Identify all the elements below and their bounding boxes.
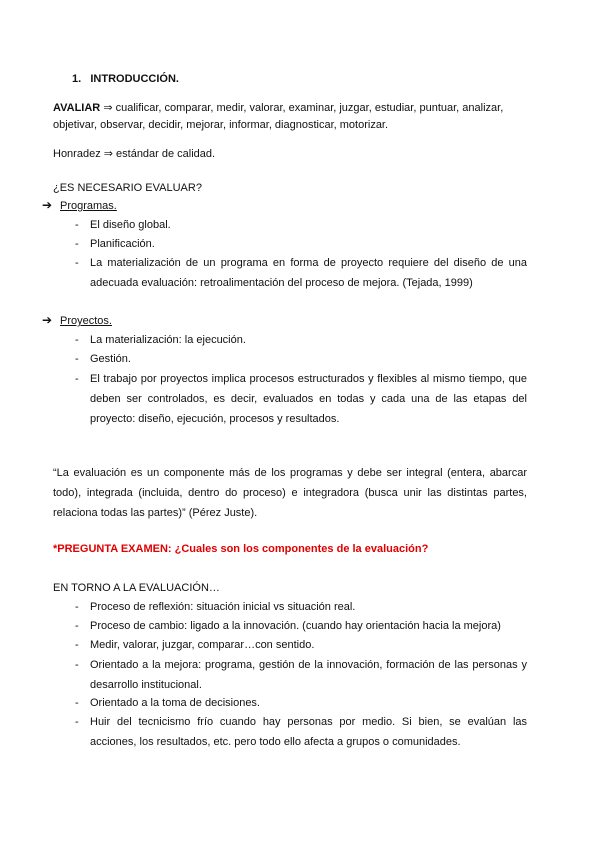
avaliar-synonyms-1: cualificar, comparar, medir, valorar, examinar, juzgar, estudiar, puntuar, analizar, bbox=[112, 102, 504, 114]
list-dash: - bbox=[75, 620, 79, 632]
entorno-item-1: Proceso de reflexión: situación inicial vs situación real. bbox=[90, 601, 356, 613]
entorno-item-4: Orientado a la mejora: programa, gestión de la innovación, formación de las personas y desarrollo institucional. bbox=[90, 659, 527, 691]
list-dash: - bbox=[75, 238, 79, 250]
avaliar-term: AVALIAR bbox=[53, 102, 101, 114]
implies-arrow: ⇒ bbox=[103, 102, 113, 114]
list-dash: - bbox=[75, 334, 79, 346]
question-evaluar: ¿ES NECESARIO EVALUAR? bbox=[53, 182, 202, 194]
quote-paragraph: “La evaluación es un componente más de los programas y debe ser integral (entera, abarcar todo), integrada (incluida, dentro do proceso) e integradora (busca unir las distintas partes, relaciona todas las partes)” (Pérez Juste). bbox=[53, 467, 527, 519]
avaliar-line-1 bbox=[53, 101, 528, 115]
list-dash: - bbox=[75, 659, 79, 671]
programas-arrow-icon: ➔ bbox=[42, 198, 53, 212]
entorno-item-5: Orientado a la toma de decisiones. bbox=[90, 697, 260, 709]
programas-label: Programas. bbox=[60, 200, 117, 212]
list-dash: - bbox=[75, 716, 79, 728]
section-heading bbox=[72, 72, 179, 86]
list-dash: - bbox=[75, 639, 79, 651]
entorno-item-3: Medir, valorar, juzgar, comparar…con sentido. bbox=[90, 639, 315, 651]
proyectos-item-2: Gestión. bbox=[90, 353, 131, 365]
programas-item-2: Planificación. bbox=[90, 238, 155, 250]
proyectos-arrow-icon: ➔ bbox=[42, 313, 53, 327]
list-dash: - bbox=[75, 601, 79, 613]
entorno-title: EN TORNO A LA EVALUACIÓN… bbox=[53, 582, 220, 594]
programas-item-3: La materialización de un programa en forma de proyecto requiere del diseño de una adecuada evaluación: retroalimentación del proceso de mejora. (Tejada, 1999) bbox=[90, 257, 527, 289]
proyectos-label: Proyectos. bbox=[60, 315, 112, 327]
list-dash: - bbox=[75, 373, 79, 385]
programas-item-1: El diseño global. bbox=[90, 219, 171, 231]
entorno-item-6: Huir del tecnicismo frío cuando hay personas por medio. Si bien, se evalúan las acciones, los resultados, etc. pero todo ello afecta a grupos o comunidades. bbox=[90, 716, 527, 748]
list-dash: - bbox=[75, 257, 79, 269]
entorno-item-2: Proceso de cambio: ligado a la innovación. (cuando hay orientación hacia la mejora) bbox=[90, 620, 501, 632]
list-dash: - bbox=[75, 353, 79, 365]
avaliar-synonyms-2: objetivar, observar, decidir, mejorar, informar, diagnosticar, motorizar. bbox=[53, 119, 389, 131]
exam-question: *PREGUNTA EXAMEN: ¿Cuales son los componentes de la evaluación? bbox=[53, 543, 429, 555]
proyectos-item-3: El trabajo por proyectos implica procesos estructurados y flexibles al mismo tiempo, que deben ser controlados, es decir, evaluados en todas y cada una de las etapas del proyecto: diseño, ejecución, procesos y resultados. bbox=[90, 373, 527, 425]
list-dash: - bbox=[75, 219, 79, 231]
section-number: 1. bbox=[72, 73, 82, 85]
section-title: INTRODUCCIÓN. bbox=[90, 73, 179, 85]
honradez-line: Honradez ⇒ estándar de calidad. bbox=[53, 148, 216, 160]
proyectos-item-1: La materialización: la ejecución. bbox=[90, 334, 246, 346]
list-dash: - bbox=[75, 697, 79, 709]
